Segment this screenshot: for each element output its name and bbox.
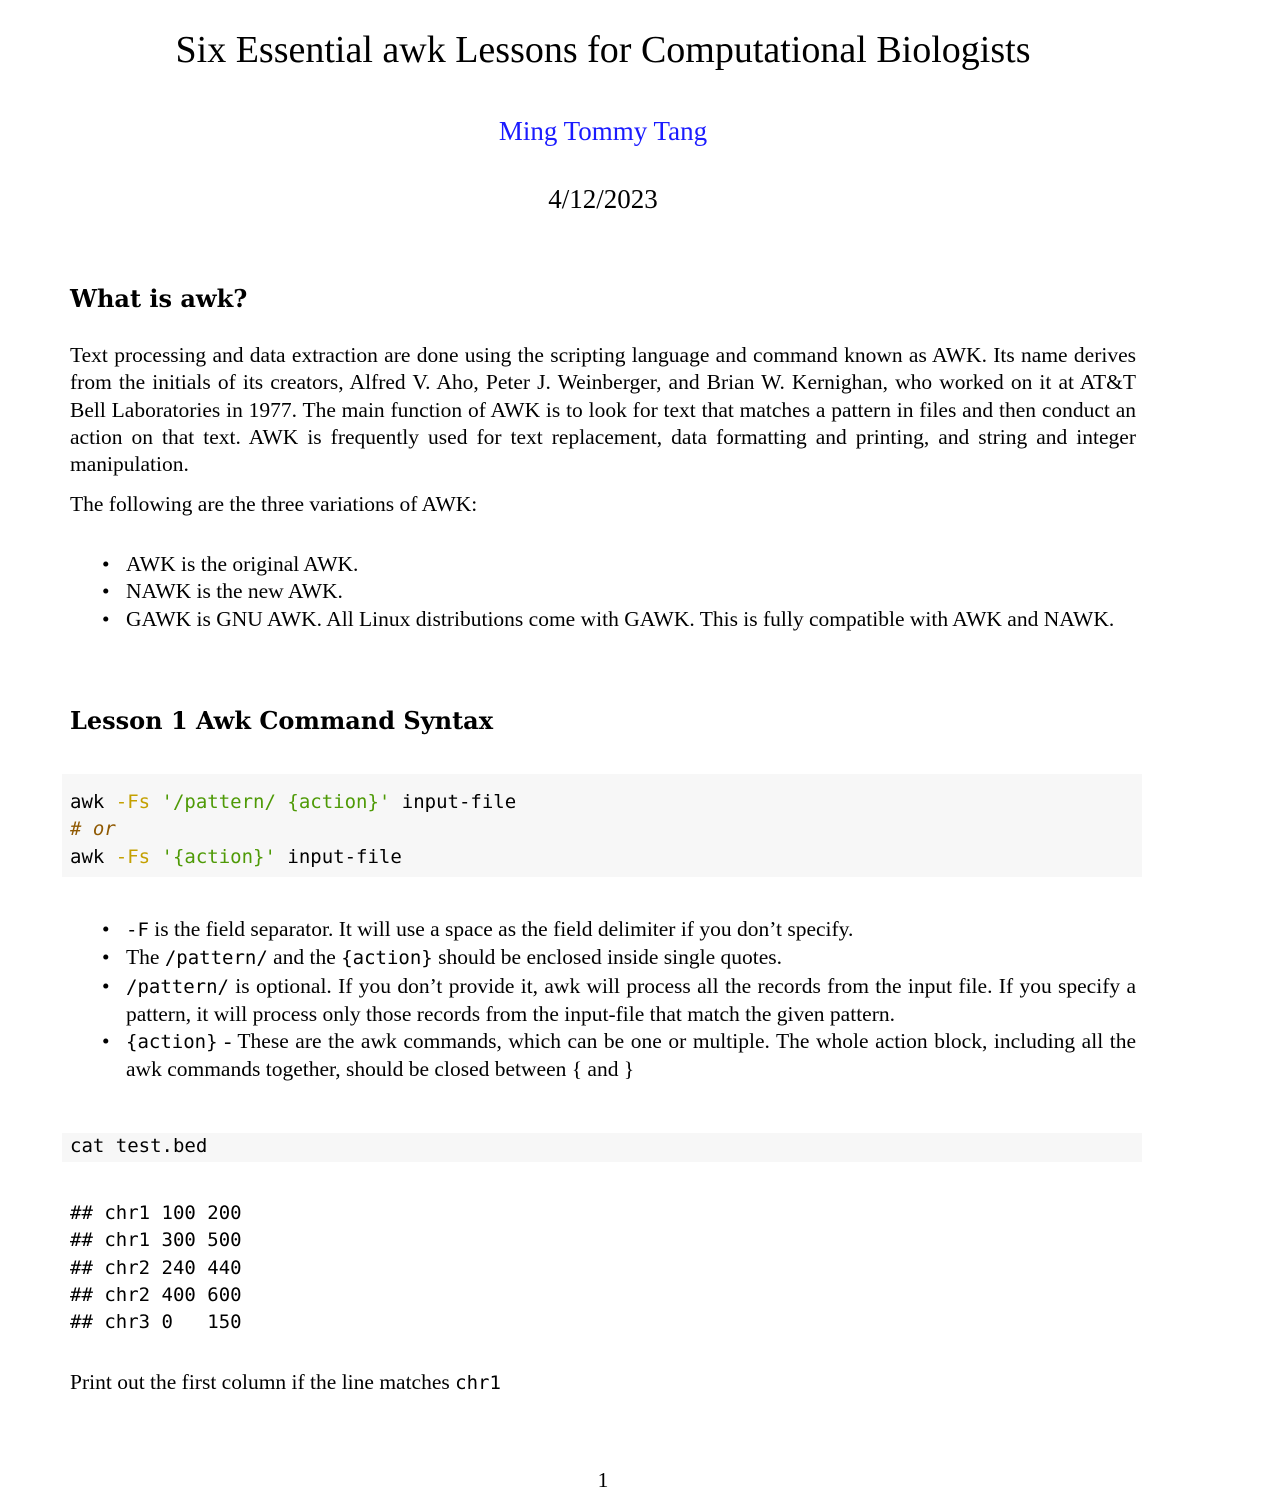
document-title: Six Essential awk Lessons for Computational Biologists [175, 29, 1031, 71]
final-paragraph [70, 1369, 1136, 1397]
code-space [150, 846, 161, 868]
document-date: 4/12/2023 [548, 184, 658, 214]
code-command: awk [70, 791, 116, 813]
code-flag: -Fs [115, 845, 151, 868]
list-item-text: The [126, 945, 165, 970]
list-item-text: should be enclosed inside single quotes. [432, 945, 783, 970]
code-line: cat test.bed [70, 1135, 208, 1157]
variations-list [70, 551, 1136, 633]
list-item-text: is optional. If you don’t provide it, awk will process all the records from the input file. If you specify a pattern, it will process only those records from the input-file that match the given pattern. [126, 973, 1136, 1026]
inline-code: {action} [126, 1031, 218, 1054]
author-link[interactable]: Ming Tommy Tang [498, 116, 708, 146]
inline-code: /pattern/ [164, 947, 268, 970]
list-item [102, 1028, 1136, 1084]
list-item [102, 606, 1136, 633]
section-heading-lesson-1: Lesson 1 Awk Command Syntax [70, 706, 494, 735]
bullet-icon: • [102, 552, 110, 576]
list-item [102, 973, 1136, 1029]
code-line [70, 789, 1142, 816]
code-flag: -Fs [115, 791, 151, 813]
code-line [70, 844, 1142, 871]
code-space [150, 791, 161, 813]
list-item [102, 551, 1136, 578]
list-item-text: and the [267, 945, 342, 970]
command-output [70, 1200, 242, 1336]
code-string: '/pattern/ {action}' [161, 791, 391, 813]
code-argument: input-file [390, 791, 517, 813]
output-line: ## chr1 100 200 [70, 1202, 242, 1224]
section-heading-what-is-awk: What is awk? [70, 284, 248, 313]
inline-code: chr1 [455, 1372, 501, 1394]
list-item [102, 944, 1136, 972]
syntax-notes-list [70, 916, 1136, 1084]
bullet-icon: • [102, 917, 110, 941]
list-item-text: - These are the awk commands, which can be one or multiple. The whole action block, including all the awk commands together, should be closed between { and } [126, 1029, 1136, 1082]
list-item-text: is the field separator. It will use a space as the field delimiter if you don’t specify. [148, 917, 854, 941]
bullet-icon: • [102, 1029, 110, 1054]
bullet-icon: • [102, 606, 110, 631]
output-line: ## chr1 300 500 [70, 1229, 242, 1252]
syntax-code-block [62, 774, 1142, 877]
variations-intro: The following are the three variations of AWK: [70, 492, 478, 516]
list-item-text: NAWK is the new AWK. [126, 579, 343, 604]
output-line: ## chr3 0 150 [70, 1311, 242, 1334]
list-item [102, 578, 1136, 605]
cat-code-block [62, 1133, 1142, 1162]
intro-paragraph: Text processing and data extraction are done using the scripting language and command known as AWK. Its name derives from the initials of its creators, Alfred V. Aho, Peter J. Weinberger, and Brian W. Kernighan, who worked on it at AT&T Bell Laboratories in 1977. The main function of AWK is to look for text that matches a pattern in files and then conduct an action on that text. AWK is frequently used for text replacement, data formatting and printing, and string and integer manipulation. [70, 343, 1136, 477]
page-number: 1 [597, 1468, 609, 1492]
output-line: ## chr2 400 600 [70, 1283, 242, 1306]
bullet-icon: • [102, 945, 110, 970]
code-argument: input-file [275, 845, 402, 868]
code-line [70, 816, 1142, 843]
inline-code: /pattern/ [126, 975, 229, 998]
code-comment: # or [70, 818, 116, 841]
output-line: ## chr2 240 440 [70, 1256, 242, 1279]
code-command: awk [70, 845, 116, 868]
inline-code: {action} [341, 947, 433, 970]
list-item-text: GAWK is GNU AWK. All Linux distributions come with GAWK. This is fully compatible with AWK and NAWK. [126, 606, 1115, 631]
inline-code: -F [126, 919, 149, 941]
code-string: '{action}' [161, 845, 276, 868]
bullet-icon: • [102, 579, 110, 604]
list-item [102, 916, 1136, 944]
final-text: Print out the first column if the line matches [70, 1370, 456, 1394]
bullet-icon: • [102, 973, 110, 998]
list-item-text: AWK is the original AWK. [126, 552, 359, 576]
